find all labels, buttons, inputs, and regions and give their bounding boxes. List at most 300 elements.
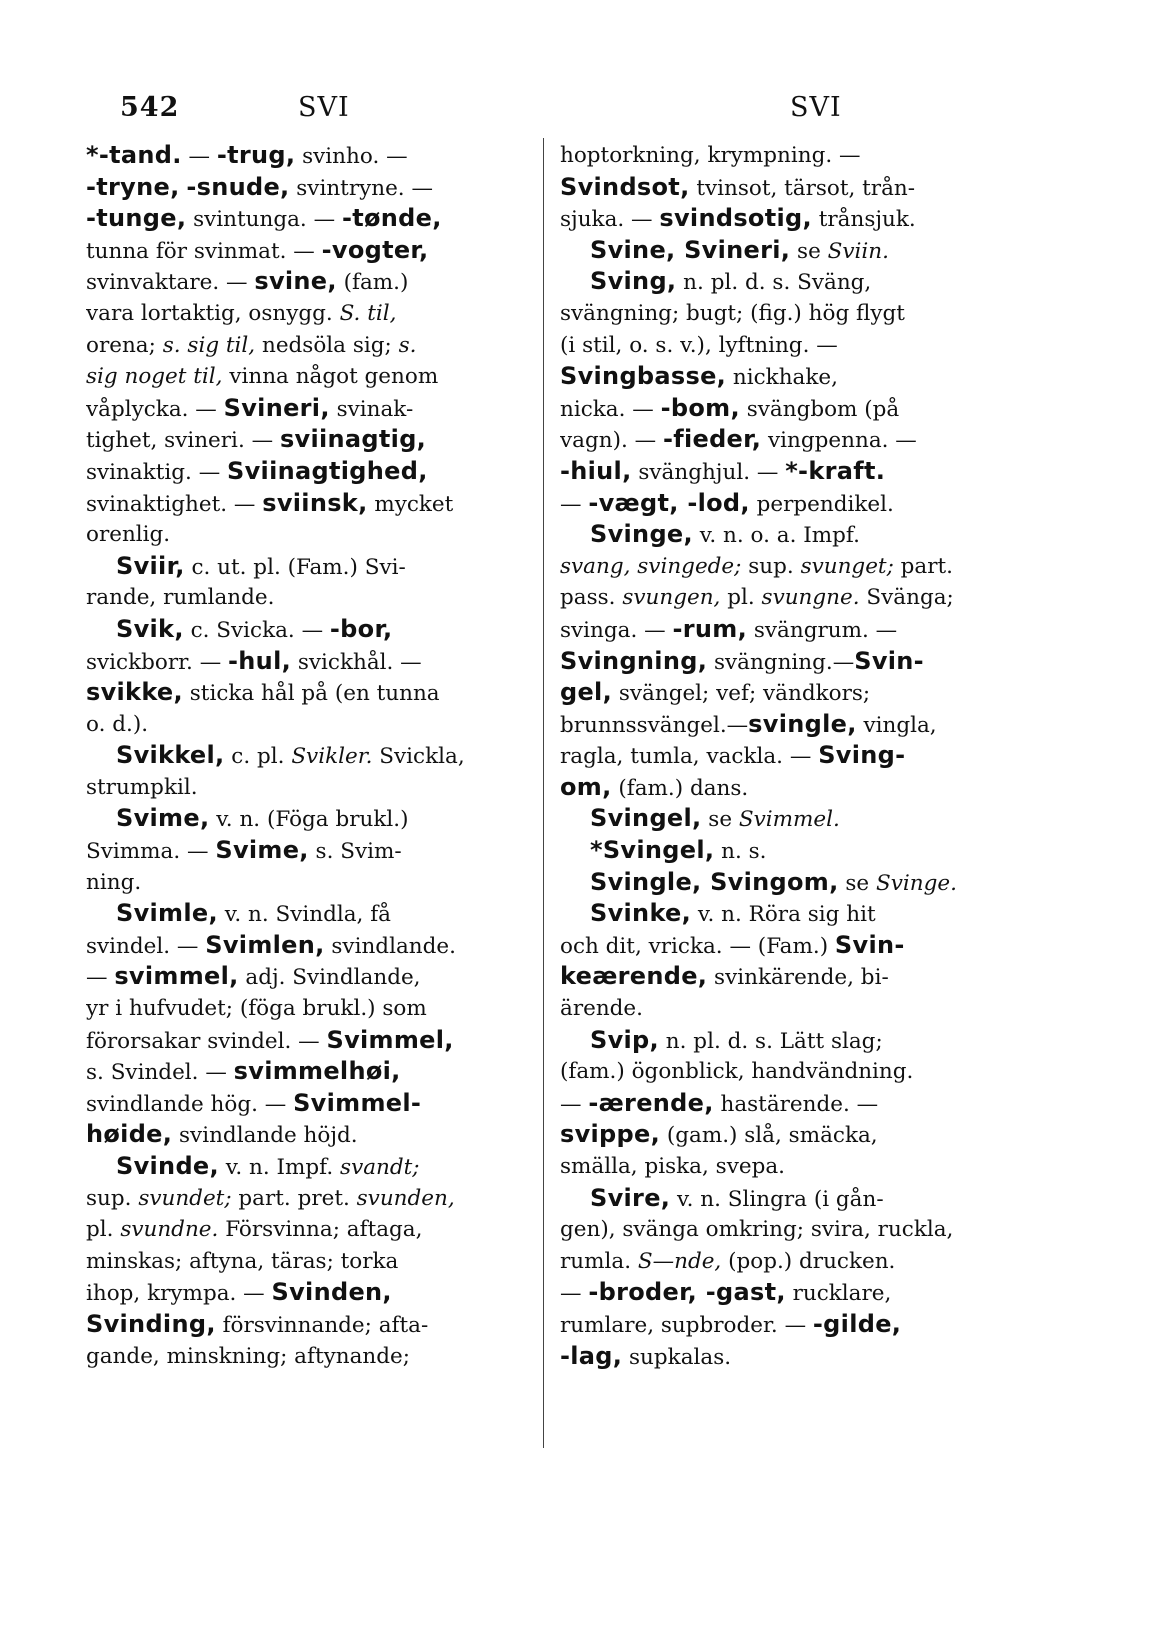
line-text [86,1214,422,1246]
text-line [560,266,1030,298]
text-line [560,298,1030,330]
text-line [560,1119,1030,1151]
definition-text: adj. Svindlande, [238,965,421,991]
line-text [590,519,860,551]
headword: Svingle, Svingom, [590,867,839,896]
text-line [86,424,556,456]
definition-text: nicka. — [560,396,661,422]
text-line [86,172,556,204]
text-line [560,140,1030,172]
headword: -tunge, [86,204,187,233]
running-head-right: SVI [790,92,842,123]
line-text [86,772,198,804]
left-column [86,140,556,1372]
italic-text: svunden, [356,1185,455,1211]
line-text [86,235,428,267]
definition-text: svinvaktare. — [86,270,255,296]
definition-text: svängbom (på [739,396,900,422]
definition-text: vagn). — [560,428,663,454]
definition-text: v. n. Slingra (i gån- [670,1186,884,1212]
line-text [86,1246,398,1278]
headword: -tryne, [86,172,180,201]
text-line [86,488,556,520]
definition-text: mycket [367,491,454,517]
line-text [590,266,871,298]
definition-text: — [181,144,217,169]
line-text [590,867,957,899]
headword: Svinde, [116,1152,219,1180]
definition-text: Svimma. — [86,839,216,865]
definition-text: hastärende. — [713,1091,879,1117]
line-text [86,1277,392,1309]
headword: -trug, [216,141,296,169]
definition-text: brunnssvängel.— [560,712,749,738]
line-text [86,519,170,551]
headword: -broder, -gast, [588,1278,786,1307]
text-line [560,867,1030,899]
headword: sviinsk, [262,488,368,517]
headword: -hul, [228,646,292,675]
text-line [86,393,556,425]
italic-text: Sviin. [827,238,889,264]
definition-text: rande, rumlande. [86,585,275,611]
line-text [560,993,643,1025]
italic-text: svungne. [761,585,860,611]
definition-text: nickhake, [726,365,838,391]
italic-text: S. til, [339,300,397,326]
line-text [86,424,426,456]
definition-text: tighet, svineri. — [86,428,280,454]
line-text [86,172,433,204]
text-line [560,646,1030,678]
definition-text: pass. [560,585,623,611]
italic-text: s. sig til, [162,332,256,358]
definition-text: orenlig. [86,522,171,548]
text-line [86,1246,556,1278]
definition-text: svintunga. — [186,207,342,233]
definition-text: supkalas. [622,1344,732,1370]
line-text [590,835,767,867]
definition-text: vingla, [856,712,937,738]
text-line [86,1183,556,1215]
definition-text: ning. [86,869,142,895]
text-line [560,709,1030,741]
headword: -lag, [560,1341,623,1370]
text-line [560,677,1030,709]
line-text [560,424,917,456]
headword: keærende, [560,962,708,991]
line-text [560,1119,878,1151]
headword: Svinke, [590,899,692,928]
text-line [86,709,556,741]
headword: Svimlen, [205,930,325,959]
definition-text: — [560,1281,589,1307]
headword: -vægt, -lod, [588,488,750,517]
definition-text: och dit, vricka. — (Fam.) [560,933,835,959]
headword: -bor, [329,614,393,643]
text-line [86,140,556,172]
headword: svippe, [560,1120,661,1149]
headword: Svingning, [560,646,708,675]
definition-text: v. n. (Föga brukl.) [209,807,409,833]
italic-text: Svimmel. [738,807,840,833]
definition-text: rucklare, [785,1281,892,1307]
text-line [86,930,556,962]
line-text [86,835,402,867]
definition-text: c. ut. pl. (Fam.) Svi- [184,554,406,580]
line-text [560,709,937,741]
definition-text: pl. [720,585,762,611]
text-line [86,203,556,235]
line-text [86,1056,401,1088]
line-text [560,298,905,330]
headword: *-tand. [86,141,182,169]
line-text [560,456,885,488]
line-text [86,1119,358,1151]
line-text [590,235,889,267]
text-line [560,961,1030,993]
definition-text: sup. [86,1185,139,1211]
text-line [86,361,556,393]
definition-text: ihop, krympa. — [86,1281,272,1307]
text-line [86,993,556,1025]
italic-text: svandt; [340,1155,420,1180]
definition-text: svänghjul. — [631,459,786,485]
right-column [560,140,1030,1372]
definition-text: svindel. — [86,933,206,959]
text-line [86,835,556,867]
text-line [86,803,556,835]
line-text [560,172,915,204]
text-line [86,1309,556,1341]
text-line [86,235,556,267]
definition-text: svinho. — [295,144,408,169]
text-line [560,519,1030,551]
line-text [86,488,453,520]
definition-text: strumpkil. [86,774,198,800]
line-text [86,867,141,899]
text-line [86,614,556,646]
line-text [560,203,916,235]
headword: gel, [560,678,613,707]
text-line [560,551,1030,583]
headword: -vogter, [321,235,429,264]
definition-text: n. pl. d. s. Sväng, [676,270,872,296]
headword: Svin- [834,930,905,959]
line-text [86,961,421,993]
line-text [86,298,396,330]
line-text [86,993,427,1025]
headword: Svimmel- [293,1088,422,1117]
definition-text: (fam.) ögonblick, handvändning. [560,1059,914,1085]
headword: Svinding, [86,1309,216,1338]
definition-text: n. pl. d. s. Lätt slag; [658,1028,883,1054]
italic-text: svungen, [622,585,721,611]
line-text [86,361,438,393]
definition-text: svintryne. — [289,175,433,201]
definition-text: (fam.) dans. [611,775,749,801]
headword: svikke, [86,678,183,707]
definition-text: se [701,807,739,833]
definition-text: — [560,1091,589,1117]
line-text [560,740,905,772]
line-text [560,677,870,709]
text-line [560,330,1030,362]
italic-text: sig noget til, [86,364,223,390]
definition-text: ärende. [560,996,643,1022]
headword: Sving, [590,267,677,296]
text-line [86,1277,556,1309]
definition-text: Svänga; [859,585,954,611]
definition-text: svindlande höjd. [172,1123,358,1149]
headword: Svik, [116,614,184,643]
definition-text: ragla, tumla, vackla. — [560,744,819,770]
text-line [86,961,556,993]
headword: -fieder, [662,425,762,454]
running-head-left: SVI [298,92,350,123]
definition-text: försvinnande; afta- [215,1312,429,1338]
definition-text: n. s. [714,839,767,865]
line-text [116,740,465,772]
line-text [86,1025,454,1057]
text-line [86,582,556,614]
headword: svingle, [748,709,857,738]
headword: -gilde, [812,1309,902,1338]
headword: Sving- [818,741,906,770]
text-line [86,298,556,330]
line-text [560,930,905,962]
text-line [560,614,1030,646]
text-line [86,1088,556,1120]
line-text [560,646,924,678]
headword: Svine, Svineri, [590,235,791,264]
headword: Svime, [215,836,309,865]
line-text [86,582,274,614]
definition-text: orena; [86,332,163,358]
text-line [560,235,1030,267]
definition-text: v. n. Röra sig hit [691,902,876,928]
definition-text: nedsöla sig; [255,332,399,358]
definition-text: pl. [86,1217,121,1243]
headword: Svime, [116,804,210,833]
definition-text: svindlande. [324,933,456,959]
line-text [86,930,456,962]
line-text [560,582,954,614]
definition-text: Försvinna; aftaga, [218,1217,423,1243]
headword: Svire, [590,1183,671,1212]
text-line [86,1025,556,1057]
definition-text: c. Svicka. — [183,617,330,643]
definition-text: sup. [741,553,801,579]
line-text [86,330,416,362]
definition-text: (pop.) drucken. [721,1248,896,1274]
text-line [86,456,556,488]
definition-text: svinaktighet. — [86,491,263,517]
headword: Sviir, [116,551,185,580]
text-line [560,1151,1030,1183]
line-text [86,1341,410,1373]
line-text [86,393,413,425]
line-text [116,803,408,835]
italic-text: svang, svingede; [560,553,742,579]
headword: -hiul, [560,456,632,485]
text-line [560,1025,1030,1057]
line-text [560,1341,731,1373]
line-text [590,1183,884,1215]
headword: svindsotig, [659,204,812,233]
line-text [590,1025,883,1057]
definition-text: svängrum. — [747,617,898,643]
text-line [86,1056,556,1088]
text-line [560,1277,1030,1309]
italic-text: svundne. [120,1217,219,1243]
headword: -ærende, [588,1088,714,1117]
line-text [560,614,897,646]
headword: Sviinagtighed, [227,456,428,485]
line-text [116,898,391,930]
text-line [560,1056,1030,1088]
headword: *Svingel, [590,836,715,865]
definition-text: c. pl. [224,744,292,770]
text-line [86,646,556,678]
text-line [86,266,556,298]
headword: -bom, [660,393,740,422]
definition-text: sjuka. — [560,207,660,233]
text-line [560,803,1030,835]
line-text [86,203,442,235]
italic-text: s. [398,332,417,358]
definition-text: (fam.) [336,270,409,296]
headword: Svingel, [590,804,702,833]
definition-text: svängel; vef; vändkors; [612,681,871,707]
definition-text: minskas; aftyna, täras; torka [86,1248,399,1274]
italic-text: Svikler. [291,744,373,770]
text-line [560,456,1030,488]
definition-text: svinga. — [560,617,673,643]
line-text [560,393,899,425]
definition-text: rumlare, supbroder. — [560,1312,813,1338]
headword: Svimmel, [326,1025,454,1054]
line-text [86,709,148,741]
definition-text: svindlande hög. — [86,1091,294,1117]
definition-text: se [790,238,828,264]
headword: Svineri, [223,393,330,422]
headword: Svip, [590,1025,659,1054]
definition-text: o. d.). [86,711,149,737]
definition-text: vingpenna. — [761,428,917,454]
line-text [560,1088,878,1120]
text-line [560,1088,1030,1120]
italic-text: svunget; [800,553,894,579]
definition-text: svickborr. — [86,649,229,675]
definition-text: Svickla, [372,744,465,770]
text-line [86,1214,556,1246]
definition-text: gen), svänga omkring; svira, ruckla, [560,1217,954,1243]
text-line [86,677,556,709]
definition-text: svinaktig. — [86,459,228,485]
definition-text: svinak- [329,396,414,422]
line-text [560,772,748,804]
definition-text: våplycka. — [86,396,224,422]
text-line [560,172,1030,204]
headword: Svingbasse, [560,362,727,391]
line-text [86,456,428,488]
text-line [560,740,1030,772]
headword: -tønde, [341,204,442,233]
text-line [86,1341,556,1373]
definition-text: s. Svim- [308,839,402,865]
line-text [560,140,861,172]
text-line [560,1246,1030,1278]
text-line [560,898,1030,930]
text-line [86,1119,556,1151]
text-line [86,551,556,583]
line-text [116,614,392,646]
headword: -rum, [672,614,748,643]
definition-text: hoptorkning, krympning. — [560,143,861,168]
headword: -snude, [186,172,290,201]
definition-text: tvinsot, tärsot, trån- [689,175,915,201]
text-line [560,772,1030,804]
line-text [560,361,838,393]
text-line [560,835,1030,867]
line-text [560,551,953,583]
line-text [86,677,440,709]
definition-text: svängning; bugt; (fig.) hög flygt [560,300,905,326]
italic-text: S—nde, [637,1248,722,1274]
definition-text: smälla, piska, svepa. [560,1154,785,1179]
text-line [86,330,556,362]
text-line [86,1151,556,1183]
line-text [116,1151,420,1183]
headword: Svin- [854,646,924,675]
line-text [590,803,840,835]
line-text [86,1183,455,1215]
definition-text: — [86,965,115,991]
line-text [560,961,889,993]
definition-text: v. n. Svindla, få [217,902,392,928]
text-line [560,1309,1030,1341]
headword: sviinagtig, [279,425,427,454]
headword: Svindsot, [560,172,690,201]
definition-text: trånsjuk. [811,207,916,233]
text-line [560,361,1030,393]
headword: Svikkel, [116,741,225,770]
headword: svine, [254,267,337,296]
definition-text: gande, minskning; aftynande; [86,1343,410,1369]
text-line [560,424,1030,456]
text-line [86,898,556,930]
text-line [560,1341,1030,1373]
definition-text: perpendikel. [749,491,894,517]
line-text [560,1309,901,1341]
text-line [86,867,556,899]
line-text [560,1214,953,1246]
text-line [560,930,1030,962]
definition-text: svängning.— [707,649,855,675]
headword: svimmel, [114,962,239,991]
line-text [560,1277,891,1309]
italic-text: svundet; [138,1185,232,1211]
definition-text: part. [893,553,953,579]
text-line [86,772,556,804]
definition-text: s. Svindel. — [86,1060,234,1086]
headword: Svimle, [116,899,218,928]
text-line [560,582,1030,614]
headword: Svinge, [590,520,693,549]
headword: om, [560,772,612,801]
italic-text: Svinge. [875,870,957,896]
